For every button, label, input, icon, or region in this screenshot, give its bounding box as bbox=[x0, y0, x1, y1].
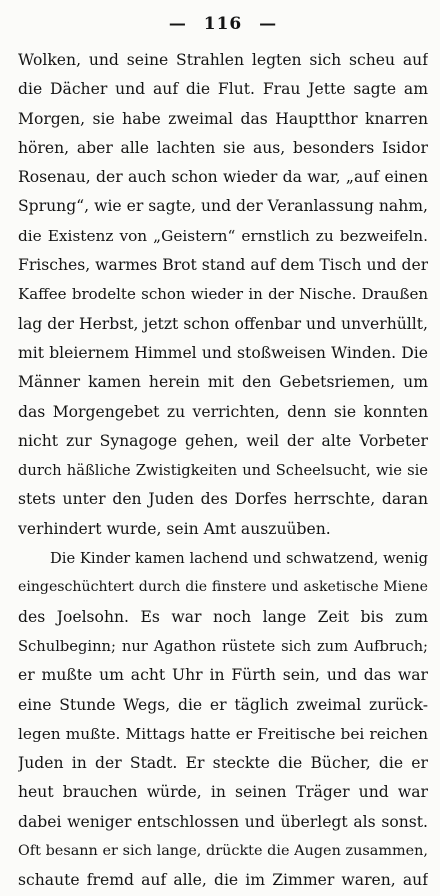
text-line: Schulbeginn; nur Agathon rüstete sich zum Aufbruch; bbox=[18, 637, 428, 655]
text-line: die Existenz von „Geistern“ ernstlich zu bezweifeln. bbox=[18, 226, 428, 245]
text-line: schaute fremd auf alle, die im Zimmer waren, auf bbox=[18, 871, 428, 890]
text-line: lag der Herbst, jetzt schon offenbar und unverhüllt, bbox=[18, 314, 428, 333]
text-line: mit bleiernem Himmel und stoßweisen Winden. Die bbox=[18, 343, 428, 362]
text-line: Juden in der Stadt. Er steckte die Bücher, die er bbox=[18, 754, 428, 773]
text-line: dabei weniger entschlossen und überlegt als sonst. bbox=[18, 812, 428, 831]
page-number: 116 bbox=[203, 14, 243, 34]
header-dash-left: — bbox=[168, 14, 187, 34]
text-line: Morgen, sie habe zweimal das Hauptthor knarren bbox=[18, 109, 428, 128]
text-line: verhindert wurde, sein Amt auszuüben. bbox=[18, 519, 331, 538]
text-line: Rosenau, der auch schon wieder da war, „auf einen bbox=[18, 168, 428, 187]
text-line: legen mußte. Mittags hatte er Freitische bei reichen bbox=[18, 724, 428, 743]
text-line: hören, aber alle lachten sie aus, besonders Isidor bbox=[18, 138, 428, 157]
text-line: heut brauchen würde, in seinen Träger und war bbox=[18, 783, 428, 802]
text-line: durch häßliche Zwistigkeiten und Scheelsucht, wie sie bbox=[18, 462, 428, 480]
page-header bbox=[18, 6, 428, 42]
text-line: Wolken, und seine Strahlen legten sich scheu auf bbox=[18, 51, 428, 69]
text-line: eingeschüchtert durch die finstere und asketische Miene bbox=[18, 579, 428, 596]
paragraph-2 bbox=[18, 544, 428, 896]
body-text bbox=[18, 46, 428, 896]
text-line: er mußte um acht Uhr in Fürth sein, und das war bbox=[18, 666, 428, 685]
text-line: eine Stunde Wegs, die er täglich zweimal zurück- bbox=[18, 695, 428, 714]
header-dash-right: — bbox=[259, 14, 278, 34]
text-line: die Dächer und auf die Flut. Frau Jette sagte am bbox=[18, 80, 428, 99]
text-line: das Morgengebet zu verrichten, denn sie konnten bbox=[18, 402, 428, 421]
text-line: stets unter den Juden des Dorfes herrschte, daran bbox=[18, 490, 428, 509]
text-line: Frisches, warmes Brot stand auf dem Tisch und der bbox=[18, 256, 428, 275]
text-line: Männer kamen herein mit den Gebetsriemen, um bbox=[18, 373, 428, 392]
paragraph-1 bbox=[18, 46, 428, 544]
text-line: Sprung“, wie er sagte, und der Veranlassung nahm, bbox=[18, 197, 428, 216]
text-line: Oft besann er sich lange, drückte die Augen zusammen, bbox=[18, 843, 428, 860]
text-line: nicht zur Synagoge gehen, weil der alte Vorbeter bbox=[18, 431, 428, 450]
text-line: des Joelsohn. Es war noch lange Zeit bis zum bbox=[18, 607, 428, 626]
text-line: Kaffee brodelte schon wieder in der Nische. Draußen bbox=[18, 285, 428, 304]
text-line: Die Kinder kamen lachend und schwatzend, wenig bbox=[50, 550, 428, 568]
